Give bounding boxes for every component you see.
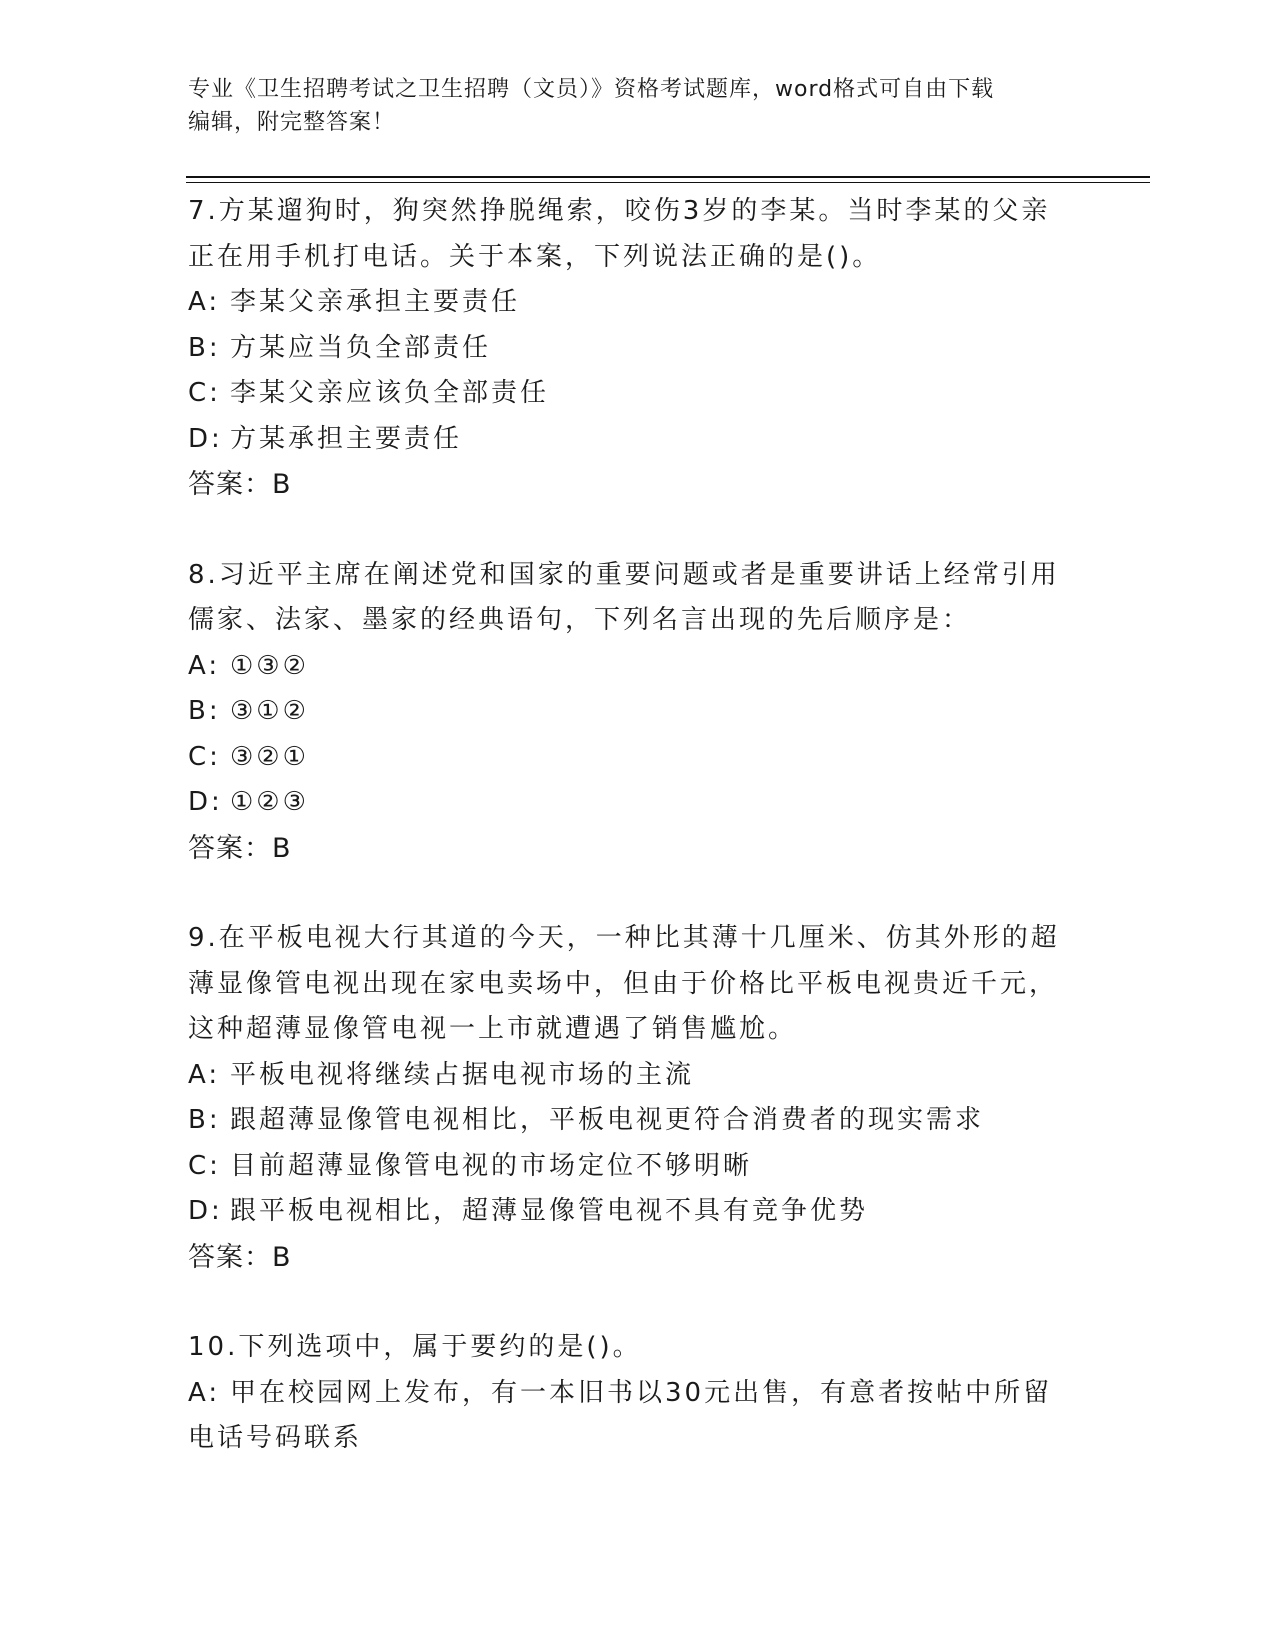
question-text-line: 10.下列选项中，属于要约的是()。 — [188, 1332, 642, 1362]
option-letter: B: — [188, 332, 221, 363]
option-a — [188, 644, 1088, 690]
option-letter: A: — [188, 1059, 221, 1090]
option-letter: C: — [188, 378, 221, 408]
option-text: ①③② — [230, 650, 309, 681]
document-header — [188, 73, 1068, 139]
option-continuation: 电话号码联系 — [188, 1423, 363, 1453]
question-text-line: 薄显像管电视出现在家电卖场中，但由于价格比平板电视贵近千元， — [188, 968, 1059, 999]
question-10 — [188, 1325, 1088, 1462]
option-letter: A: — [188, 1377, 221, 1408]
question-8 — [188, 553, 1088, 872]
answer-line: 答案：B — [188, 832, 292, 864]
option-text: 李某父亲应该负全部责任 — [230, 378, 550, 408]
question-text-line: 儒家、法家、墨家的经典语句，下列名言出现的先后顺序是： — [188, 605, 972, 635]
option-letter: D: — [188, 423, 223, 454]
option-text: ①②③ — [230, 787, 309, 817]
option-letter: C: — [188, 1150, 221, 1181]
question-text-line: 9.在平板电视大行其道的今天，一种比其薄十几厘米、仿其外形的超 — [188, 923, 1060, 953]
option-b — [188, 1098, 1088, 1144]
option-text: 方某承担主要责任 — [230, 423, 463, 454]
header-divider-thin — [186, 182, 1150, 183]
option-letter: A: — [188, 287, 221, 317]
option-text: ③②① — [230, 741, 309, 772]
option-a — [188, 1371, 1088, 1417]
option-text: 跟平板电视相比，超薄显像管电视不具有竞争优势 — [230, 1196, 869, 1226]
option-letter: B: — [188, 696, 221, 726]
header-line-1: 专业《卫生招聘考试之卫生招聘（文员）》资格考试题库，word格式可自由下载 — [188, 77, 995, 102]
option-text: 目前超薄显像管电视的市场定位不够明晰 — [230, 1150, 753, 1181]
option-b — [188, 689, 1088, 735]
option-text: 平板电视将继续占据电视市场的主流 — [230, 1059, 695, 1090]
option-d — [188, 417, 1088, 463]
option-letter: A: — [188, 650, 221, 681]
option-text: ③①② — [230, 696, 309, 726]
question-text-line: 7.方某遛狗时，狗突然挣脱绳索，咬伤3岁的李某。当时李某的父亲 — [188, 196, 1051, 226]
option-a — [188, 1053, 1088, 1099]
option-letter: C: — [188, 741, 221, 772]
answer-line: 答案：B — [188, 469, 292, 500]
option-c — [188, 735, 1088, 781]
question-text-line: 这种超薄显像管电视一上市就遭遇了销售尴尬。 — [188, 1014, 798, 1044]
question-list — [188, 189, 1088, 1507]
option-text: 方某应当负全部责任 — [230, 332, 492, 363]
option-c — [188, 371, 1088, 417]
answer-line: 答案：B — [188, 1241, 292, 1273]
question-9 — [188, 916, 1088, 1280]
question-text-line: 8.习近平主席在阐述党和国家的重要问题或者是重要讲话上经常引用 — [188, 559, 1060, 590]
option-letter: D: — [188, 787, 223, 817]
option-letter: B: — [188, 1105, 221, 1135]
option-text: 李某父亲承担主要责任 — [230, 287, 521, 317]
option-d — [188, 1189, 1088, 1235]
option-text: 甲在校园网上发布，有一本旧书以30元出售，有意者按帖中所留 — [230, 1377, 1053, 1408]
option-a — [188, 280, 1088, 326]
option-text: 跟超薄显像管电视相比，平板电视更符合消费者的现实需求 — [230, 1105, 985, 1135]
header-divider-thick — [186, 176, 1150, 178]
option-b — [188, 326, 1088, 372]
question-text-line: 正在用手机打电话。关于本案，下列说法正确的是()。 — [188, 241, 882, 272]
option-letter: D: — [188, 1196, 223, 1226]
question-7 — [188, 189, 1088, 508]
header-line-2: 编辑，附完整答案！ — [188, 110, 396, 135]
option-d — [188, 780, 1088, 826]
option-c — [188, 1144, 1088, 1190]
